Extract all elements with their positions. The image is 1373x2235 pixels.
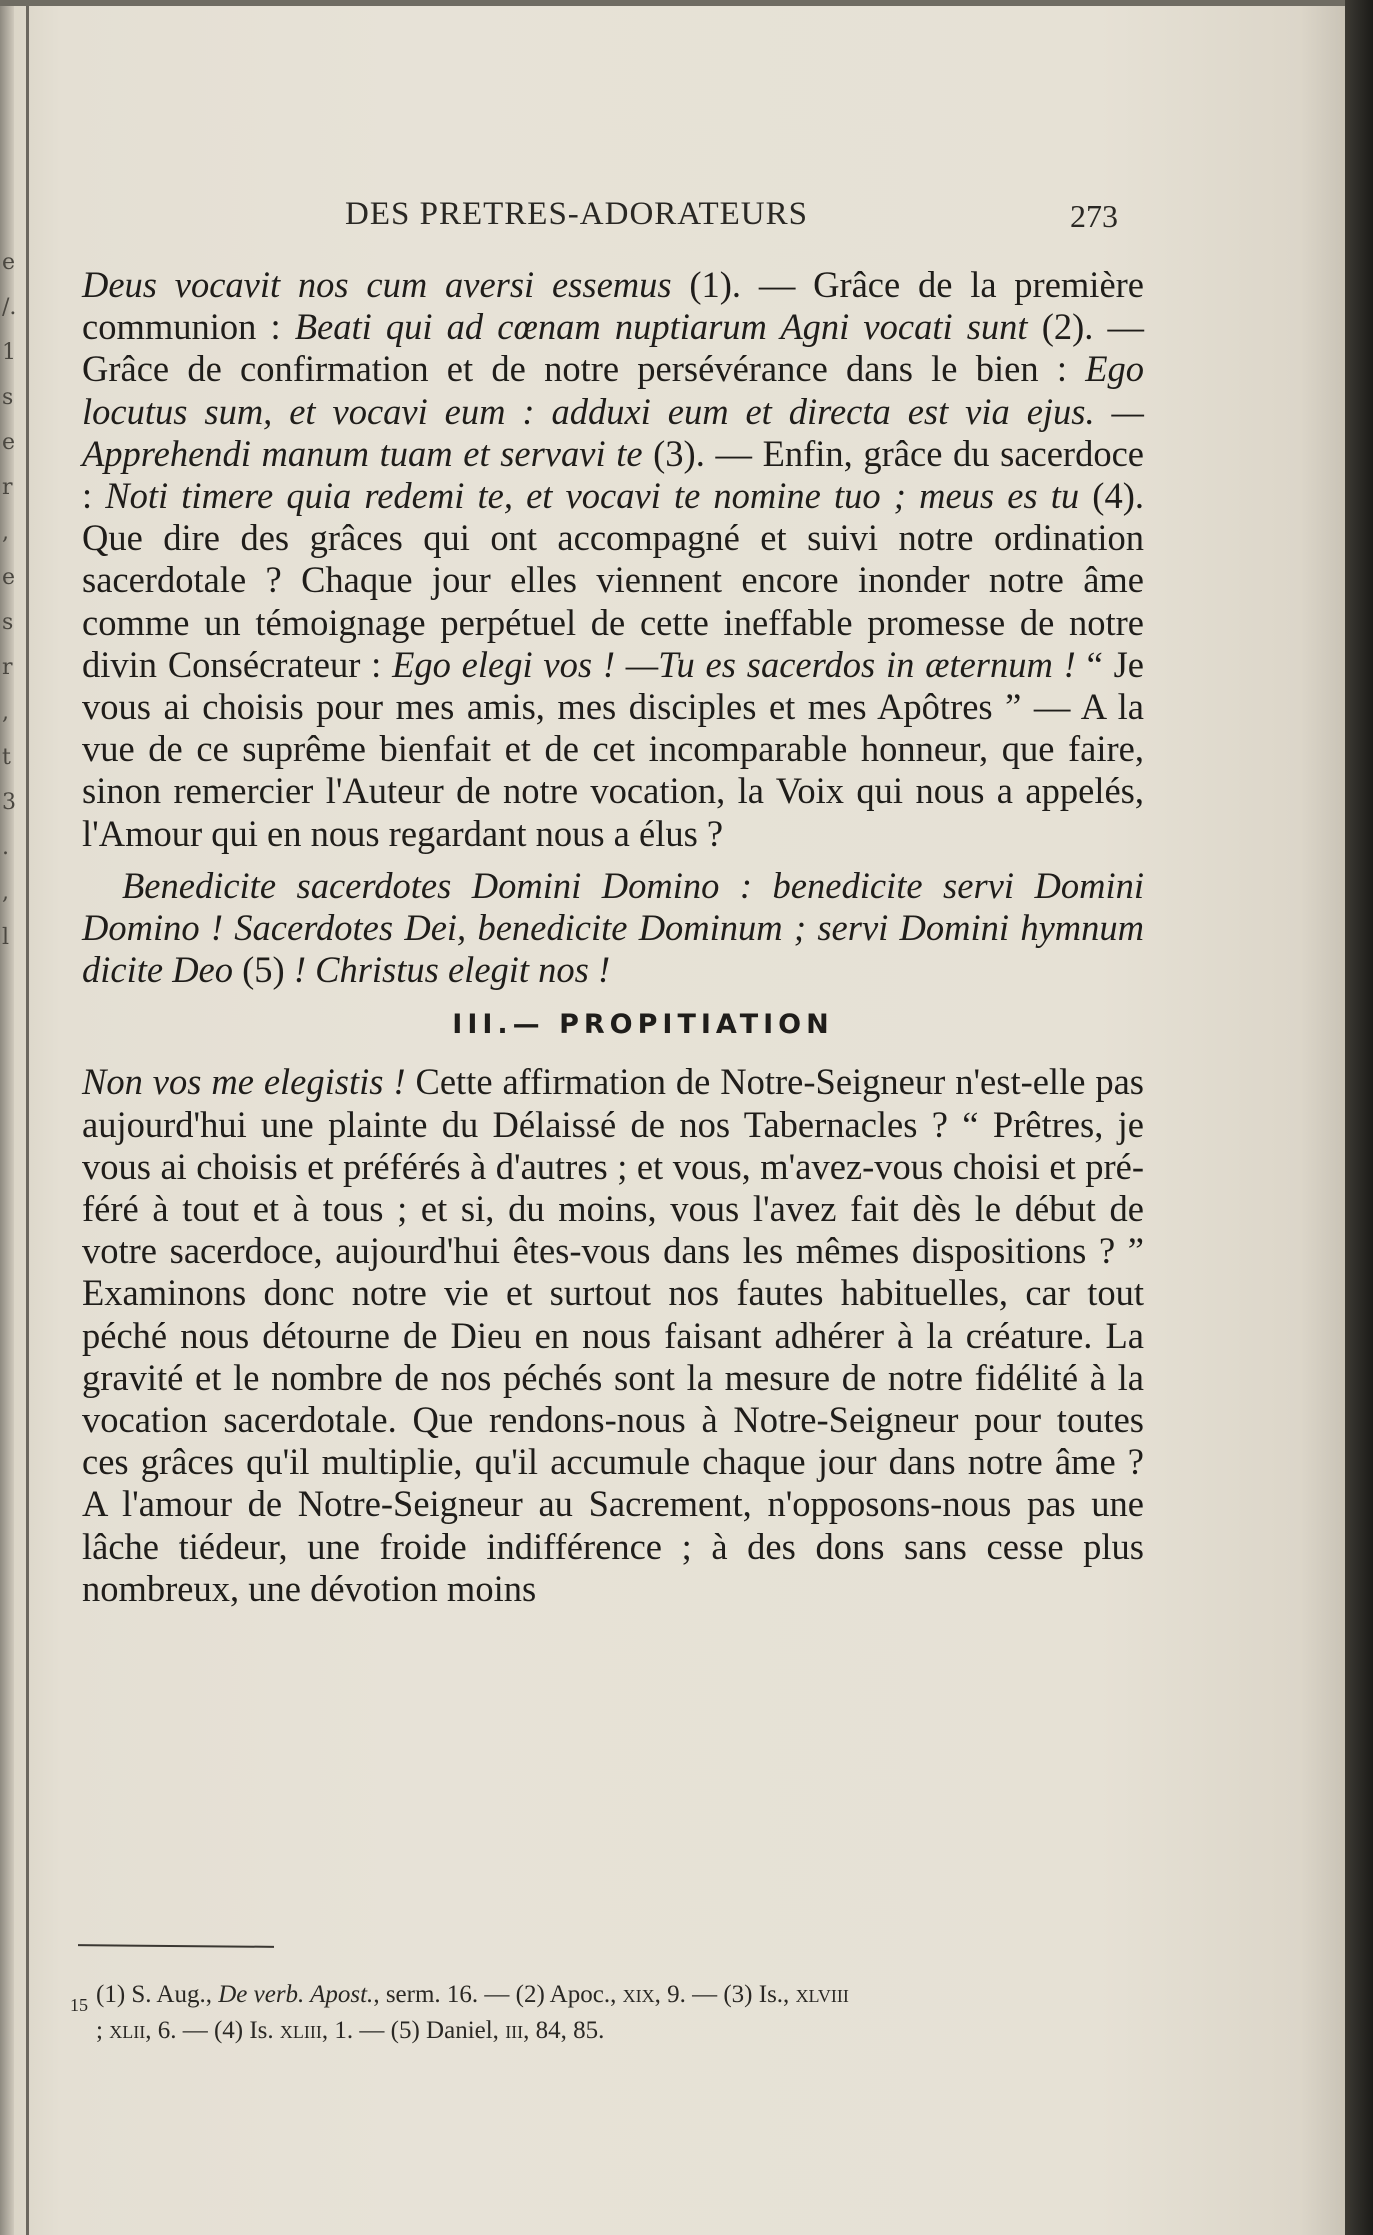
footnotes (70, 1977, 1150, 2049)
footnote-text: , 9. — (3) Is., (654, 1981, 796, 2008)
latin-quote: Beati qui ad cœnam nuptiarum Agni vocati sunt (294, 306, 1028, 348)
footnote-numeral: xliii (279, 2017, 322, 2044)
latin-quote: Non vos me elegistis ! (82, 1061, 406, 1103)
footnote-numeral: xlii (109, 2017, 146, 2044)
text-run: (5) (233, 949, 294, 991)
footnote-text: ; (96, 2017, 110, 2044)
binding-line (26, 0, 29, 2235)
paragraph-3 (82, 1061, 1144, 1610)
footnote-title: De verb. Apost. (218, 1981, 374, 2008)
latin-quote: Ego locutus sum, et vocavi eum : adduxi eum et directa est via ejus. — Apprehendi manum tuam et servavi te (82, 348, 1144, 474)
main-text (82, 264, 1144, 1610)
paragraph-1 (82, 264, 1144, 855)
footnote-text: (1) S. Aug., (96, 1981, 219, 2008)
latin-quote: Ego elegi vos ! —Tu es sacerdos in æternum ! (392, 643, 1076, 685)
page-top-edge (0, 0, 1373, 6)
footnote-text: , 6. — (4) Is. (145, 2017, 280, 2044)
running-header: DES PRETRES-ADORATEURS (345, 196, 808, 232)
latin-quote: Benedicite sacerdotes Domini Domino : benedicite servi Domini Domino ! Sacerdotes Dei, benedicite Dominum ; servi Domini hymnum dicite Deo (82, 864, 1144, 991)
section-heading: III.— PROPITIATION (452, 1009, 834, 1041)
text-run: (2). — Grâce de confirmation et de notre persévérance dans le bien : (82, 306, 1145, 390)
footnote-text: , 1. — (5) Daniel, (321, 2017, 506, 2044)
text-run: “ Je vous ai choisis pour mes amis, mes disciples et mes Apôtres ” — A la vue de ce suprême bienfait et de cet incomparable honneur, que faire, sinon remercier l'Auteur de notre vocation, la Voix qui nous a appelés, l'Amour qui en nous regardant nous a élus ? (82, 643, 1145, 854)
footnote-numeral: iii (505, 2017, 524, 2044)
text-run: (4). Que dire des grâces qui ont accompagné et suivi notre ordination sacerdotale ? Chaque jour elles viennent encore inonder notre âme comme un témoignage perpétuel de cette ineffable promesse de notre divin Consécrateur : (82, 475, 1144, 685)
text-run: (1). — Grâce de la première communion : (82, 264, 1144, 348)
text-run: Cette affirmation de Notre-Seigneur n'est-elle pas aujourd'hui une plainte du Délaissé de nos Tabernacles ? “ Prêtres, je vous ai choisis et préférés à d'autres ; et vous, m'avez-vous choisi et préféré à tout et à tous ; et si, du moins, vous l'avez fait dès le début de votre sacerdoce, aujourd'hui êtes-vous dans les mêmes dispositions ? ” Examinons donc notre vie et surtout nos fautes habituelles, car tout péché nous détourne de Dieu en nous faisant adhérer à la créature. La gravité et le nombre de nos péchés sont la mesure de notre fidélité à la vocation sacerdotale. Que rendons-nous à Notre-Seigneur pour toutes ces grâces qu'il multiplie, qu'il accumule chaque jour dans notre âme ? A l'amour de Notre-Seigneur au Sacrement, n'opposons-nous pas une lâche tiédeur, une froide indifférence ; à des dons sans cesse plus nombreux, une dévotion moins (82, 1061, 1144, 1609)
footnote-line-1 (70, 1977, 1150, 2013)
footnote-rule (78, 1944, 274, 1948)
footnote-line-2 (70, 2013, 1150, 2049)
page-number: 273 (1070, 198, 1118, 234)
background-edge (1345, 0, 1373, 2235)
bleed-through-margin-marks: e /. 1 s e r , e s r , t 3 . , l (2, 250, 17, 950)
paragraph-2 (82, 865, 1144, 992)
footnote-text: , serm. 16. — (2) Apoc., (373, 1981, 623, 2008)
latin-quote: Deus vocavit nos cum aversi essemus (82, 264, 672, 305)
latin-quote: Noti timere quia redemi te, et vocavi te nomine tuo ; meus es tu (105, 475, 1080, 517)
footnote-numeral: xlviii (795, 1981, 849, 2008)
text-run: (3). — Enfin, grâce du sacerdoce : (82, 432, 1144, 517)
footnote-text: , 84, 85. (523, 2017, 605, 2044)
footnote-numeral: xix (622, 1981, 655, 2008)
signature-mark: 15 (70, 1995, 88, 2015)
latin-quote: ! Christus elegit nos ! (293, 949, 611, 991)
